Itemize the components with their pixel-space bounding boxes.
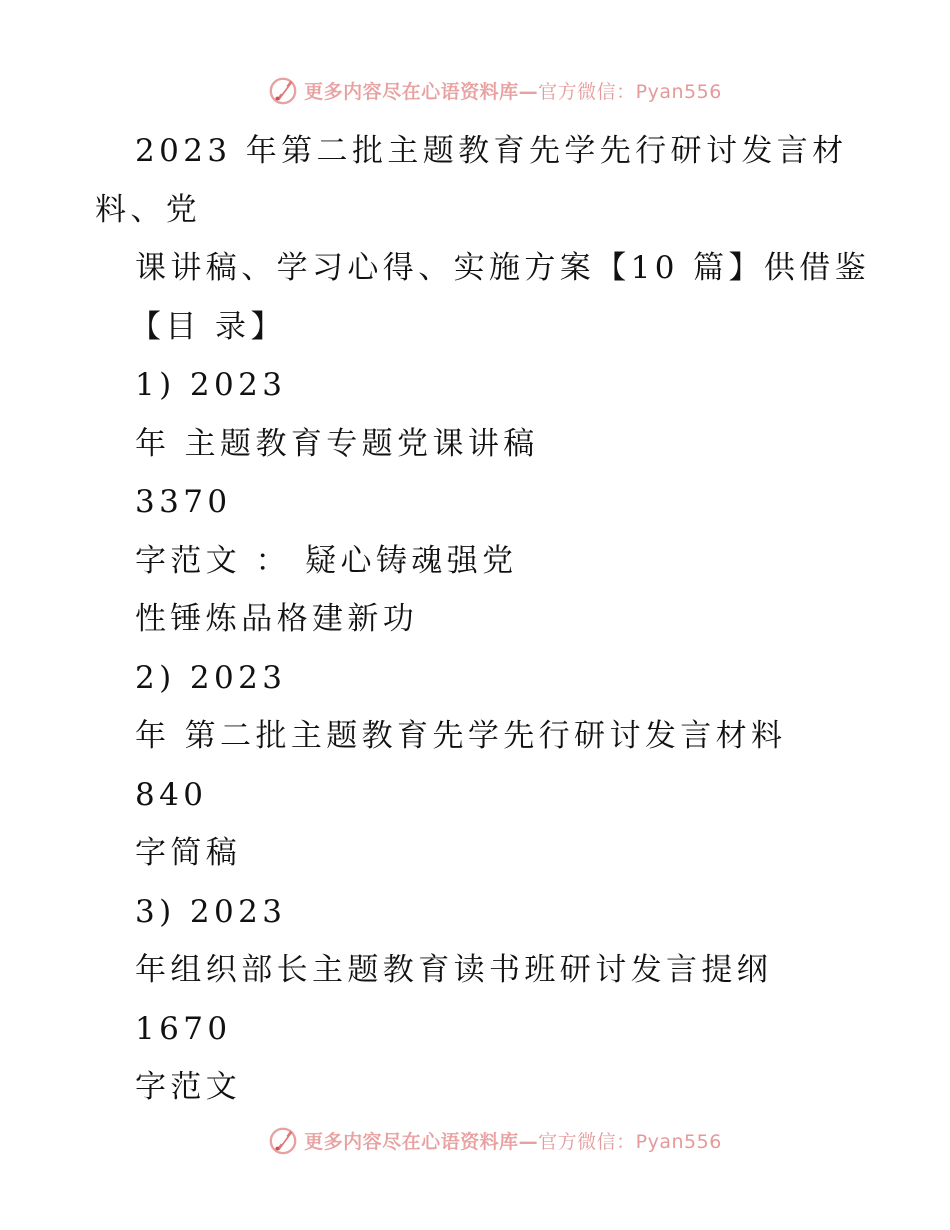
toc-line: 1) 2023	[135, 367, 287, 403]
toc-line: 3) 2023	[135, 893, 287, 930]
document-title-line-2: 料、党	[95, 191, 202, 228]
quill-pen-logo-icon	[268, 75, 298, 105]
watermark-account: 官方微信：Pyan556	[538, 80, 722, 103]
toc-line: 年组织部长主题教育读书班研讨发言提纲	[135, 952, 773, 988]
watermark-brand: 更多内容尽在心语资料库—	[304, 1130, 539, 1153]
toc-heading: 【目 录】	[130, 308, 286, 345]
toc-line: 字简稿	[135, 835, 242, 871]
toc-line: 字范文 ： 疑心铸魂强党	[135, 542, 518, 579]
header-watermark	[0, 70, 950, 110]
watermark-text	[304, 77, 722, 104]
document-title-line-3: 课讲稿、学习心得、实施方案【10 篇】供借鉴	[135, 250, 871, 286]
watermark-account: 官方微信：Pyan556	[538, 1130, 722, 1153]
toc-line: 2) 2023	[135, 659, 287, 696]
document-body	[0, 122, 950, 1117]
toc-line: 年 主题教育专题党课讲稿	[135, 425, 539, 462]
watermark-brand: 更多内容尽在心语资料库—	[304, 80, 539, 103]
toc-line: 1670	[135, 1010, 232, 1047]
toc-line: 3370	[135, 484, 232, 520]
footer-watermark	[0, 1120, 950, 1160]
quill-pen-logo-icon	[268, 1125, 298, 1155]
toc-line: 年 第二批主题教育先学先行研讨发言材料	[135, 718, 787, 754]
toc-line: 840	[135, 776, 208, 813]
toc-line: 字范文	[135, 1069, 242, 1105]
document-title-line-1: 2023 年第二批主题教育先学先行研讨发言材	[135, 133, 848, 169]
watermark-text	[304, 1127, 722, 1154]
toc-line: 性锤炼品格建新功	[135, 601, 419, 637]
